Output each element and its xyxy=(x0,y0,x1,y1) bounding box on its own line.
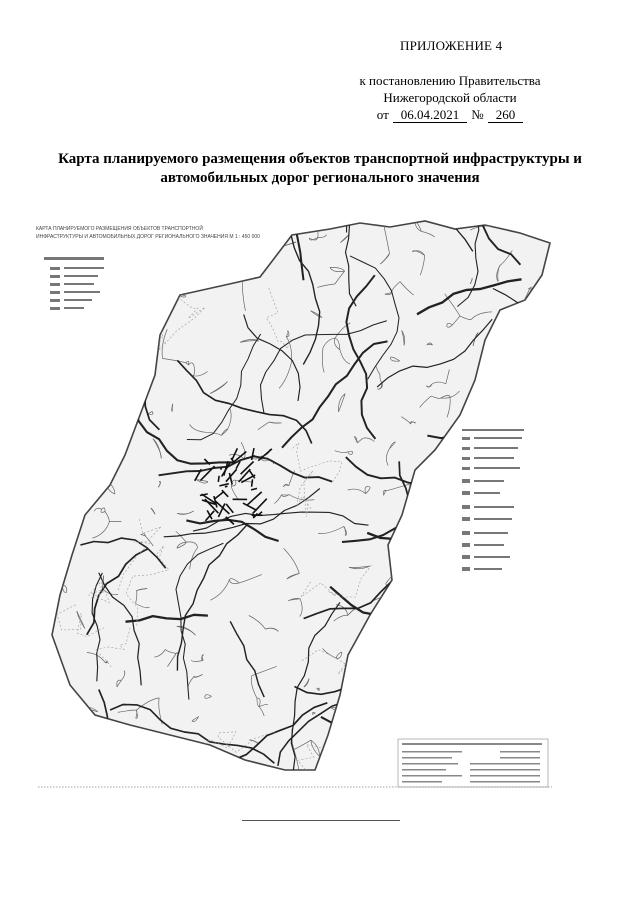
decree-number: 260 xyxy=(488,108,524,123)
local-road xyxy=(378,730,385,736)
urban-road xyxy=(254,456,256,457)
local-road xyxy=(438,449,448,455)
map-legend-right xyxy=(462,429,524,571)
local-road xyxy=(126,266,127,268)
local-road xyxy=(535,609,537,618)
local-road xyxy=(98,289,111,293)
local-road xyxy=(496,224,513,226)
local-road xyxy=(492,417,499,427)
local-road xyxy=(213,222,222,225)
local-road xyxy=(452,530,461,546)
local-road xyxy=(511,645,519,655)
local-road xyxy=(204,222,213,224)
major-road xyxy=(363,641,394,728)
local-road xyxy=(272,237,273,250)
local-road xyxy=(93,739,101,765)
local-road xyxy=(526,430,529,441)
local-road xyxy=(365,765,368,773)
local-road xyxy=(89,293,99,296)
local-road xyxy=(422,703,428,711)
district-boundary xyxy=(495,331,534,377)
local-road xyxy=(493,628,499,632)
decree-date-number xyxy=(350,106,550,123)
local-road xyxy=(378,730,385,736)
local-road xyxy=(401,618,404,623)
local-road xyxy=(390,594,398,600)
local-road xyxy=(88,374,103,378)
local-road xyxy=(488,625,493,632)
local-road xyxy=(227,754,230,766)
local-road xyxy=(452,583,460,601)
local-road xyxy=(518,645,538,660)
local-road xyxy=(129,387,136,396)
local-road xyxy=(51,444,71,483)
local-road xyxy=(499,339,512,351)
local-road xyxy=(540,573,542,579)
district-boundary xyxy=(505,432,536,492)
local-road xyxy=(450,674,452,683)
local-road xyxy=(88,374,103,377)
local-road xyxy=(450,674,452,683)
local-road xyxy=(503,464,512,478)
local-road xyxy=(438,601,453,608)
local-road xyxy=(380,643,392,656)
local-road xyxy=(385,717,386,719)
local-road xyxy=(539,437,547,444)
local-road xyxy=(526,430,529,441)
major-road xyxy=(422,674,551,716)
local-road xyxy=(511,645,519,655)
decree-line-2: Нижегородской области xyxy=(383,90,517,105)
road-map-image xyxy=(30,215,560,790)
title-line-2: автомобильных дорог регионального значения xyxy=(160,170,480,186)
local-road xyxy=(421,590,438,607)
local-road xyxy=(400,748,415,750)
local-road xyxy=(452,486,453,489)
local-road xyxy=(169,258,187,267)
local-road xyxy=(495,558,504,559)
local-road xyxy=(443,651,448,664)
urban-road xyxy=(252,479,253,486)
local-road xyxy=(210,284,215,285)
local-road xyxy=(422,703,428,711)
local-road xyxy=(265,233,271,238)
local-road xyxy=(505,729,516,737)
appendix-label: ПРИЛОЖЕНИЕ 4 xyxy=(400,38,503,53)
local-road xyxy=(55,370,59,391)
local-road xyxy=(492,560,495,584)
local-road xyxy=(448,664,451,674)
local-road xyxy=(404,678,410,683)
local-road xyxy=(476,494,477,496)
local-road xyxy=(505,393,512,394)
local-road xyxy=(365,765,366,773)
major-road xyxy=(30,709,82,729)
local-road xyxy=(385,735,399,737)
urban-road xyxy=(218,476,219,482)
number-prefix: № xyxy=(471,107,484,122)
local-road xyxy=(341,697,346,711)
local-road xyxy=(517,737,545,756)
local-road xyxy=(96,305,110,321)
local-road xyxy=(380,643,392,656)
local-road xyxy=(493,628,499,632)
local-road xyxy=(214,762,228,766)
local-road xyxy=(404,679,406,680)
local-road xyxy=(499,628,505,634)
local-road xyxy=(55,398,58,401)
decree-date: 06.04.2021 xyxy=(393,108,468,123)
local-road xyxy=(60,528,63,547)
local-road xyxy=(225,754,228,766)
local-road xyxy=(383,694,387,699)
local-road xyxy=(204,222,213,223)
local-road xyxy=(442,479,452,486)
local-road xyxy=(74,401,81,411)
local-road xyxy=(512,340,522,350)
closing-rule xyxy=(242,820,400,821)
local-road xyxy=(452,677,465,683)
local-road xyxy=(200,271,209,285)
local-road xyxy=(498,673,507,687)
local-road xyxy=(518,618,535,622)
date-prefix: от xyxy=(376,107,389,122)
local-road xyxy=(363,723,378,730)
local-road xyxy=(265,233,272,238)
local-road xyxy=(55,398,57,400)
local-road xyxy=(535,594,537,609)
local-road xyxy=(486,673,498,688)
local-road xyxy=(320,756,342,761)
local-road xyxy=(438,449,448,455)
local-road xyxy=(60,528,64,547)
local-road xyxy=(382,694,387,699)
local-road xyxy=(55,391,57,398)
local-road xyxy=(72,764,101,770)
major-road xyxy=(147,215,154,227)
local-road xyxy=(529,490,532,504)
map-legend-left xyxy=(44,257,104,310)
local-road xyxy=(67,708,79,729)
local-road xyxy=(400,748,415,750)
local-road xyxy=(505,394,512,395)
document-title xyxy=(40,150,600,188)
decree-reference xyxy=(350,72,550,123)
local-road xyxy=(531,480,536,491)
local-road xyxy=(493,370,507,371)
local-road xyxy=(53,429,71,444)
local-road xyxy=(512,340,522,350)
local-road xyxy=(495,558,504,559)
major-road xyxy=(407,539,560,566)
local-road xyxy=(399,550,418,568)
local-road xyxy=(493,368,507,371)
local-road xyxy=(85,295,89,297)
major-road xyxy=(72,756,139,790)
urban-road xyxy=(225,486,228,487)
major-road xyxy=(30,697,71,750)
decree-line-1: к постановлению Правительства xyxy=(359,73,541,88)
map-header-line-2: ИНФРАСТРУКТУРЫ И АВТОМОБИЛЬНЫХ ДОРОГ РЕГИОНАЛЬНОГО ЗНАЧЕНИЯ М 1 : 450 000 xyxy=(36,234,260,240)
local-road xyxy=(506,687,509,703)
local-road xyxy=(151,288,176,293)
local-road xyxy=(541,573,542,579)
major-road xyxy=(438,570,546,650)
local-road xyxy=(401,618,405,622)
local-road xyxy=(81,345,93,355)
map-header-line-1: КАРТА ПЛАНИРУЕМОГО РАЗМЕЩЕНИЯ ОБЪЕКТОВ ТРАНСПОРТНОЙ xyxy=(36,226,203,232)
region-outline xyxy=(52,221,550,770)
local-road xyxy=(539,437,547,444)
local-road xyxy=(93,739,101,765)
district-boundary xyxy=(105,320,136,408)
district-boundary xyxy=(439,637,473,720)
local-road xyxy=(531,490,547,494)
local-road xyxy=(367,686,383,694)
local-road xyxy=(197,750,213,762)
major-road xyxy=(62,299,84,390)
local-road xyxy=(448,449,455,463)
local-road xyxy=(63,344,81,346)
local-road xyxy=(137,243,143,245)
map-svg xyxy=(30,215,560,790)
local-road xyxy=(387,691,397,699)
local-road xyxy=(452,530,461,546)
local-road xyxy=(435,607,439,614)
local-road xyxy=(110,305,134,308)
major-road xyxy=(535,215,560,229)
local-road xyxy=(498,673,507,687)
local-road xyxy=(74,401,81,411)
local-road xyxy=(188,258,201,271)
local-road xyxy=(388,680,396,691)
local-road xyxy=(505,729,516,737)
local-road xyxy=(400,750,409,770)
district-boundary xyxy=(496,619,527,681)
local-road xyxy=(532,572,540,573)
local-road xyxy=(85,295,89,297)
local-road xyxy=(57,575,63,584)
local-road xyxy=(350,723,363,740)
local-road xyxy=(81,345,93,355)
local-road xyxy=(435,607,438,614)
major-road xyxy=(525,364,560,492)
local-road xyxy=(503,464,512,478)
local-road xyxy=(390,594,398,600)
local-road xyxy=(452,486,453,489)
title-line-1: Карта планируемого размещения объектов транспортной инфраструктуры и xyxy=(58,151,582,167)
local-road xyxy=(129,387,136,396)
local-road xyxy=(109,289,111,306)
local-road xyxy=(137,243,143,244)
local-road xyxy=(53,429,71,444)
district-boundary xyxy=(480,704,510,739)
local-road xyxy=(492,417,498,427)
map-title-block xyxy=(398,739,548,787)
major-road xyxy=(436,462,487,633)
local-road xyxy=(531,480,536,491)
local-road xyxy=(404,679,405,680)
